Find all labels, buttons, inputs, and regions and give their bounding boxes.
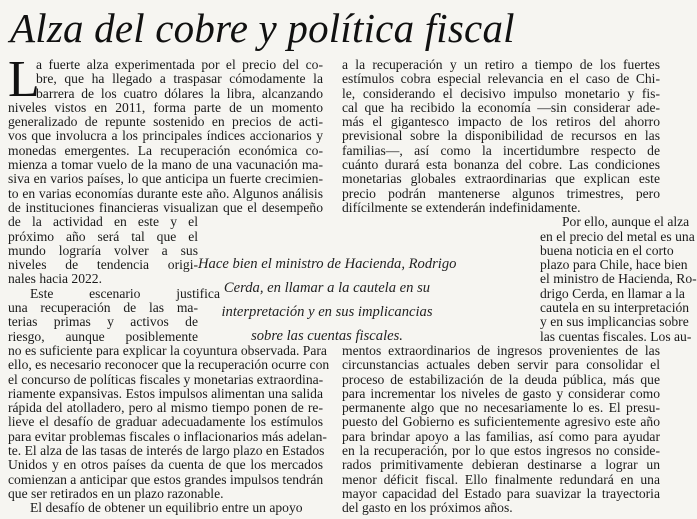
text-line: terias primas y activos de (8, 314, 198, 330)
text-line: El desafío de obtener un equilibrio entre un apoyo (30, 500, 303, 516)
text-line: en la recuperación, por lo que estos ingresos no conside- (342, 443, 660, 459)
text-line: que ser retirados en un plazo razonable. (8, 485, 224, 501)
text-line: Este escenario justifica (30, 285, 220, 301)
text-line: mentos extraordinarios de ingresos provenientes de las (342, 342, 660, 358)
text-line: difícilmente se extenderán indefinidamente. (342, 199, 581, 215)
text-line: menor déficit fiscal. Ello finalmente redundará en una (342, 471, 660, 487)
text-line: monedas emergentes. La recuperación económica co- (8, 142, 323, 158)
text-line: plazo para Chile, hace bien (540, 257, 688, 273)
text-line: el concurso de políticas fiscales y monetarias extraordina- (8, 371, 324, 387)
text-line: proceso de estabilización de la deuda pública, más que (342, 371, 660, 387)
text-line: ello, es necesario reconocer que la recuperación ocurre con (8, 357, 330, 373)
text-line: vos que involucra a los principales índices accionarios y (8, 128, 323, 144)
text-line: te. El alza de las tasas de interés de largo plazo en Estados (8, 443, 325, 459)
text-line: estímulos cobra especial relevancia en el caso de Chi- (342, 71, 660, 87)
text-line: las cuentas fiscales. Los au- (540, 328, 692, 344)
pull-quote (198, 252, 456, 348)
text-line: previsional sobre la disponibilidad de recursos en las (342, 128, 660, 144)
text-line: y en sus implicancias sobre (540, 314, 689, 330)
text-line: generalizado de repunte sostenido en precios de acti- (8, 114, 323, 130)
text-line: el ministro de Hacienda, Ro- (540, 271, 697, 287)
text-line: próximo año será tal que el (8, 228, 198, 244)
text-line: barrera de los cuatro dólares la libra, alcanzando (36, 85, 323, 101)
text-line: le, considerando el decisivo impulso monetario y fis- (342, 85, 660, 101)
text-line: no es suficiente para explicar la coyuntura observada. Para (8, 342, 327, 358)
pull-quote-line: Cerda, en llamar a la cautela en su (223, 280, 431, 296)
text-line: lieve el desafío de graduar adecuadamente los estímulos (8, 414, 323, 430)
text-line: monetarias globales extraordinarias que explican este (342, 171, 660, 187)
article-headline: Alza del cobre y política fiscal (10, 5, 515, 51)
text-line: permanente algo que no necesariamente lo es. El presu- (342, 400, 660, 416)
text-line: puesto del Gobierno es suficientemente agresivo este año (342, 414, 660, 430)
text-line: para evitar problemas fiscales o inflacionarios más adelan- (8, 428, 327, 444)
text-line: precio podrán mantenerse algunos trimestres, pero (342, 185, 660, 201)
text-line: bre, que ha llegado a traspasar cómodamente la (36, 71, 323, 87)
text-line: buena noticia en el corto (540, 242, 674, 258)
text-line: circunstancias actuales deben servir para consolidar el (342, 357, 660, 373)
pull-quote-line: Hace bien el ministro de Hacienda, Rodrigo (198, 256, 457, 272)
text-line: a la recuperación y un retiro a tiempo de los fuertes (342, 57, 660, 72)
text-line: cal que ha recibido la economía —sin considerar ade- (342, 99, 660, 115)
text-line: riamente expansivas. Estos impulsos alimentan una salida (8, 385, 323, 401)
pull-quote-line: sobre las cuentas fiscales. (251, 328, 403, 344)
text-line: riesgo, aunque posiblemente (8, 328, 198, 344)
text-line: más el gigantesco impacto de los retiros del ahorro (342, 114, 660, 130)
text-line: familias—, así como la incertidumbre respecto de (342, 142, 660, 158)
text-line: del gasto en los próximos años. (342, 500, 513, 516)
text-line: nales hacia 2022. (8, 271, 102, 287)
text-line: to en varias economías durante este año. Algunos análisis (8, 185, 323, 201)
text-line: Por ello, aunque el alza (562, 214, 690, 230)
text-line: mundo lograría volver a sus (8, 242, 198, 258)
text-line: rados primitivamente debieran destinarse a lograr un (342, 457, 660, 473)
text-line: de la actividad en este y el (8, 214, 198, 230)
text-line: drigo Cerda, en llamar a la (540, 285, 685, 301)
text-line: de instituciones financieras visualizan que el desempeño (8, 199, 323, 215)
text-line: Unidos y en otros países da cuenta de que los mercados (8, 457, 323, 473)
text-line: a fuerte alza experimentada por el precio del co- (36, 57, 323, 72)
text-line: mienza a tomar vuelo de la mano de una vacunación ma- (8, 157, 323, 173)
text-line: mayor capacidad del Estado para suavizar la trayectoria (342, 485, 660, 501)
text-line: comienzan a anticipar que estos grandes impulsos tendrán (8, 471, 324, 487)
drop-cap: L (8, 51, 40, 108)
text-line: siva en varios países, lo que anticipa un fuerte crecimien- (8, 171, 323, 187)
text-line: en el precio del metal es una (540, 228, 695, 244)
text-line: una recuperación de las ma- (8, 300, 198, 316)
text-line: rápida del atolladero, pero al mismo tiempo ponen de re- (8, 400, 323, 416)
text-line: niveles de tendencia origi- (8, 257, 198, 273)
pull-quote-line: interpretación y en sus implicancias (221, 304, 433, 320)
text-line: para incrementar los niveles de gasto y considerar como (342, 385, 660, 401)
text-line: cautela en su interpretación (540, 300, 690, 316)
text-line: niveles vistos en 2011, forma parte de un momento (8, 99, 323, 115)
text-line: cuánto durará esta bonanza del cobre. Las condiciones (342, 157, 660, 173)
text-line: para brindar apoyo a las familias, así como para ayudar (342, 428, 660, 444)
